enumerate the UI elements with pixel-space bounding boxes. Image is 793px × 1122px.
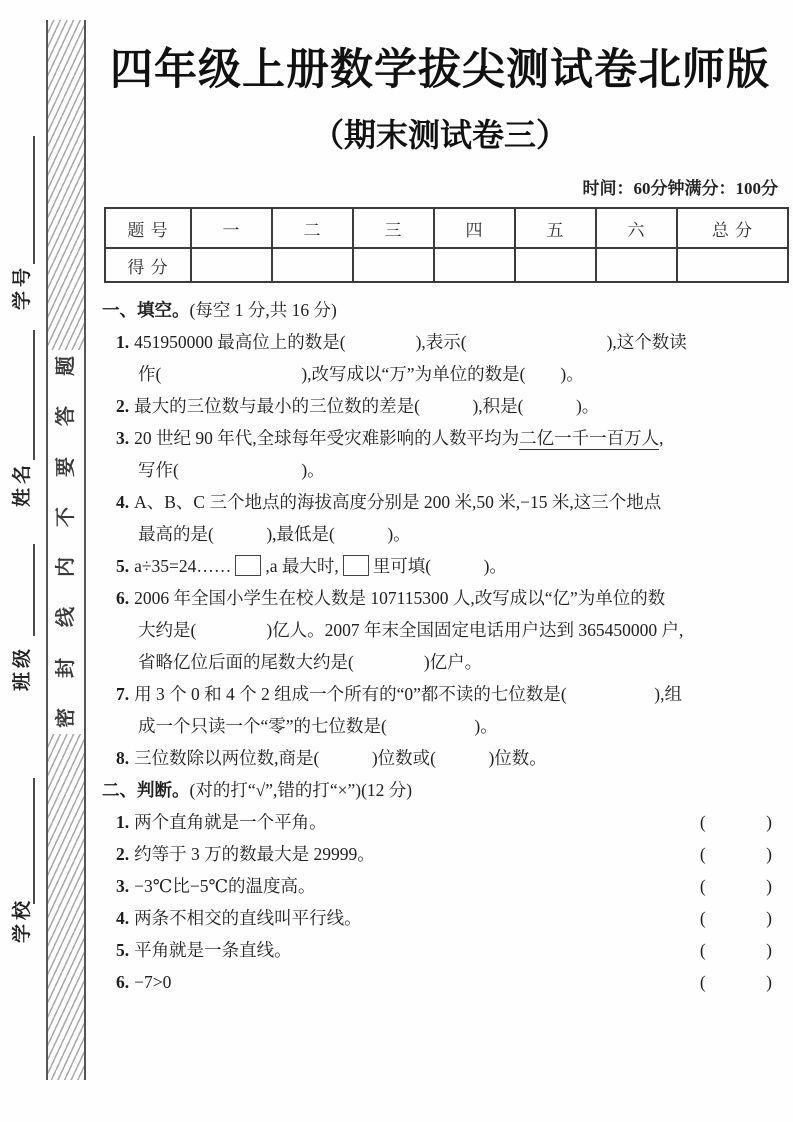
question-text: 最高的是( ),最低是( )。: [138, 524, 411, 544]
question-text: 大约是( )亿人。2007 年末全国固定电话用户达到 365450000 户,: [138, 620, 684, 640]
question-number: 6.: [116, 588, 130, 608]
question-text: 平角就是一条直线。: [134, 940, 292, 960]
question-number: 4.: [116, 492, 130, 512]
exam-subtitle: （期末测试卷三）: [311, 117, 568, 153]
score-table-score-row: [105, 248, 788, 282]
seal-char: 要: [55, 456, 77, 477]
judge-text: [116, 902, 700, 934]
question-number: 5.: [116, 556, 130, 576]
score-cell: [434, 248, 515, 282]
seal-hatch-bottom: [48, 734, 84, 1080]
seal-line-band: [46, 20, 86, 1080]
fill-question-6-cont: [100, 614, 780, 646]
fill-question-6-cont2: [100, 646, 780, 678]
section-fill-heading: [100, 294, 780, 326]
seal-hatch-top: [48, 20, 84, 350]
question-text: 两个直角就是一个平角。: [134, 812, 327, 832]
score-row-label: 得 分: [105, 248, 191, 282]
question-text: 最大的三位数与最小的三位数的差是( ),积是( )。: [134, 396, 600, 416]
fill-question-1-cont: [100, 358, 780, 390]
student-id-label: 学号: [11, 264, 33, 311]
section-6-header: 六: [596, 208, 677, 248]
questions-area: [100, 294, 780, 998]
question-number: 3.: [116, 876, 130, 896]
question-text: −7>0: [134, 972, 172, 992]
class-blank-line: [33, 544, 35, 636]
question-text: 里可填( )。: [372, 556, 507, 576]
judge-answer-blank: ( ): [699, 876, 774, 896]
question-number: 5.: [116, 940, 130, 960]
judge-text: [116, 838, 700, 870]
question-text: 451950000 最高位上的数是( ),表示( ),这个数读: [134, 332, 687, 352]
seal-char: 封: [55, 657, 77, 678]
judge-answer-blank: ( ): [699, 940, 774, 960]
fill-question-3-cont: [100, 454, 780, 486]
fill-question-5: [100, 550, 780, 582]
fill-question-4-cont: [100, 518, 780, 550]
judge-question-2: [100, 838, 780, 870]
question-text: 约等于 3 万的数最大是 29999。: [134, 844, 375, 864]
section-4-header: 四: [434, 208, 515, 248]
judge-answer-blank: ( ): [699, 844, 774, 864]
judge-text: [116, 934, 700, 966]
question-number-header: 题 号: [105, 208, 191, 248]
seal-char: 不: [55, 506, 77, 527]
score-cell: [677, 248, 788, 282]
section-3-header: 三: [353, 208, 434, 248]
fill-question-3: [100, 422, 780, 454]
student-name-label: 姓名: [11, 461, 33, 508]
question-number: 1.: [116, 332, 130, 352]
remainder-answer-box: [343, 555, 369, 576]
section-5-header: 五: [515, 208, 596, 248]
question-number: 1.: [116, 812, 130, 832]
score-cell: [515, 248, 596, 282]
question-text: 两条不相交的直线叫平行线。: [134, 908, 362, 928]
school-label: 学校: [11, 897, 33, 944]
judge-question-4: [100, 902, 780, 934]
seal-warning-text: [48, 350, 84, 734]
seal-char: 答: [55, 406, 77, 427]
judge-question-5: [100, 934, 780, 966]
judge-text: [116, 966, 700, 998]
question-number: 7.: [116, 684, 130, 704]
question-number: 4.: [116, 908, 130, 928]
remainder-answer-box: [235, 555, 261, 576]
judge-text: [116, 870, 700, 902]
fill-question-2: [100, 390, 780, 422]
judge-answer-blank: ( ): [699, 972, 774, 992]
question-text: 三位数除以两位数,商是( )位数或( )位数。: [134, 748, 547, 768]
question-text: A、B、C 三个地点的海拔高度分别是 200 米,50 米,−15 米,这三个地点: [134, 492, 662, 512]
question-number: 2.: [116, 396, 130, 416]
school-blank-line: [33, 778, 35, 904]
judge-question-3: [100, 870, 780, 902]
total-score-header: 总 分: [677, 208, 788, 248]
section-fill-note: (每空 1 分,共 16 分): [189, 300, 337, 320]
question-text: 作( ),改写成以“万”为单位的数是( )。: [138, 364, 584, 384]
fill-question-7-cont: [100, 710, 780, 742]
score-cell: [191, 248, 272, 282]
question-number: 2.: [116, 844, 130, 864]
score-cell: [272, 248, 353, 282]
score-cell: [596, 248, 677, 282]
question-text: 省略亿位后面的尾数大约是( )亿户。: [138, 652, 483, 672]
judge-answer-blank: ( ): [699, 908, 774, 928]
student-id-blank-line: [33, 136, 35, 264]
question-text: 成一个只读一个“零”的七位数是( )。: [138, 716, 498, 736]
question-text: ,: [659, 428, 664, 448]
seal-char: 题: [55, 356, 77, 376]
seal-char: 内: [55, 557, 77, 578]
exam-main-column: [100, 0, 780, 1122]
judge-question-1: [100, 806, 780, 838]
section-judge-note: (对的打“√”,错的打“×”)(12 分): [189, 780, 413, 800]
class-label: 班级: [11, 645, 33, 692]
question-text: 写作( )。: [138, 460, 325, 480]
seal-char: 线: [55, 607, 77, 628]
section-1-header: 一: [191, 208, 272, 248]
score-table: [104, 207, 789, 283]
fill-question-6: [100, 582, 780, 614]
section-fill-title: 一、填空。: [102, 300, 190, 320]
question-text: 用 3 个 0 和 4 个 2 组成一个所有的“0”都不读的七位数是( ),组: [134, 684, 682, 704]
student-name-blank-line: [33, 330, 35, 460]
fill-question-7: [100, 678, 780, 710]
judge-question-6: [100, 966, 780, 998]
section-judge-title: 二、判断。: [102, 780, 190, 800]
question-text: 20 世纪 90 年代,全球每年受灾难影响的人数平均为: [134, 428, 520, 448]
question-number: 3.: [116, 428, 130, 448]
judge-answer-blank: ( ): [699, 812, 774, 832]
question-number: 6.: [116, 972, 130, 992]
fill-question-1: [100, 326, 780, 358]
seal-char: 密: [55, 707, 77, 728]
underlined-phrase: 二亿一千一百万人: [519, 428, 660, 448]
exam-title: 四年级上册数学拔尖测试卷北师版: [110, 47, 770, 94]
question-text: ,a 最大时,: [265, 556, 339, 576]
section-2-header: 二: [272, 208, 353, 248]
question-text: a÷35=24……: [134, 556, 232, 576]
section-judge-heading: [100, 774, 780, 806]
fill-question-4: [100, 486, 780, 518]
time-and-score-info: 时间：60分钟满分：100分: [582, 179, 778, 198]
fill-question-8: [100, 742, 780, 774]
question-text: −3℃比−5℃的温度高。: [134, 876, 316, 896]
score-cell: [353, 248, 434, 282]
question-number: 8.: [116, 748, 130, 768]
judge-text: [116, 806, 700, 838]
score-table-header-row: [105, 208, 788, 248]
question-text: 2006 年全国小学生在校人数是 107115300 人,改写成以“亿”为单位的数: [134, 588, 666, 608]
